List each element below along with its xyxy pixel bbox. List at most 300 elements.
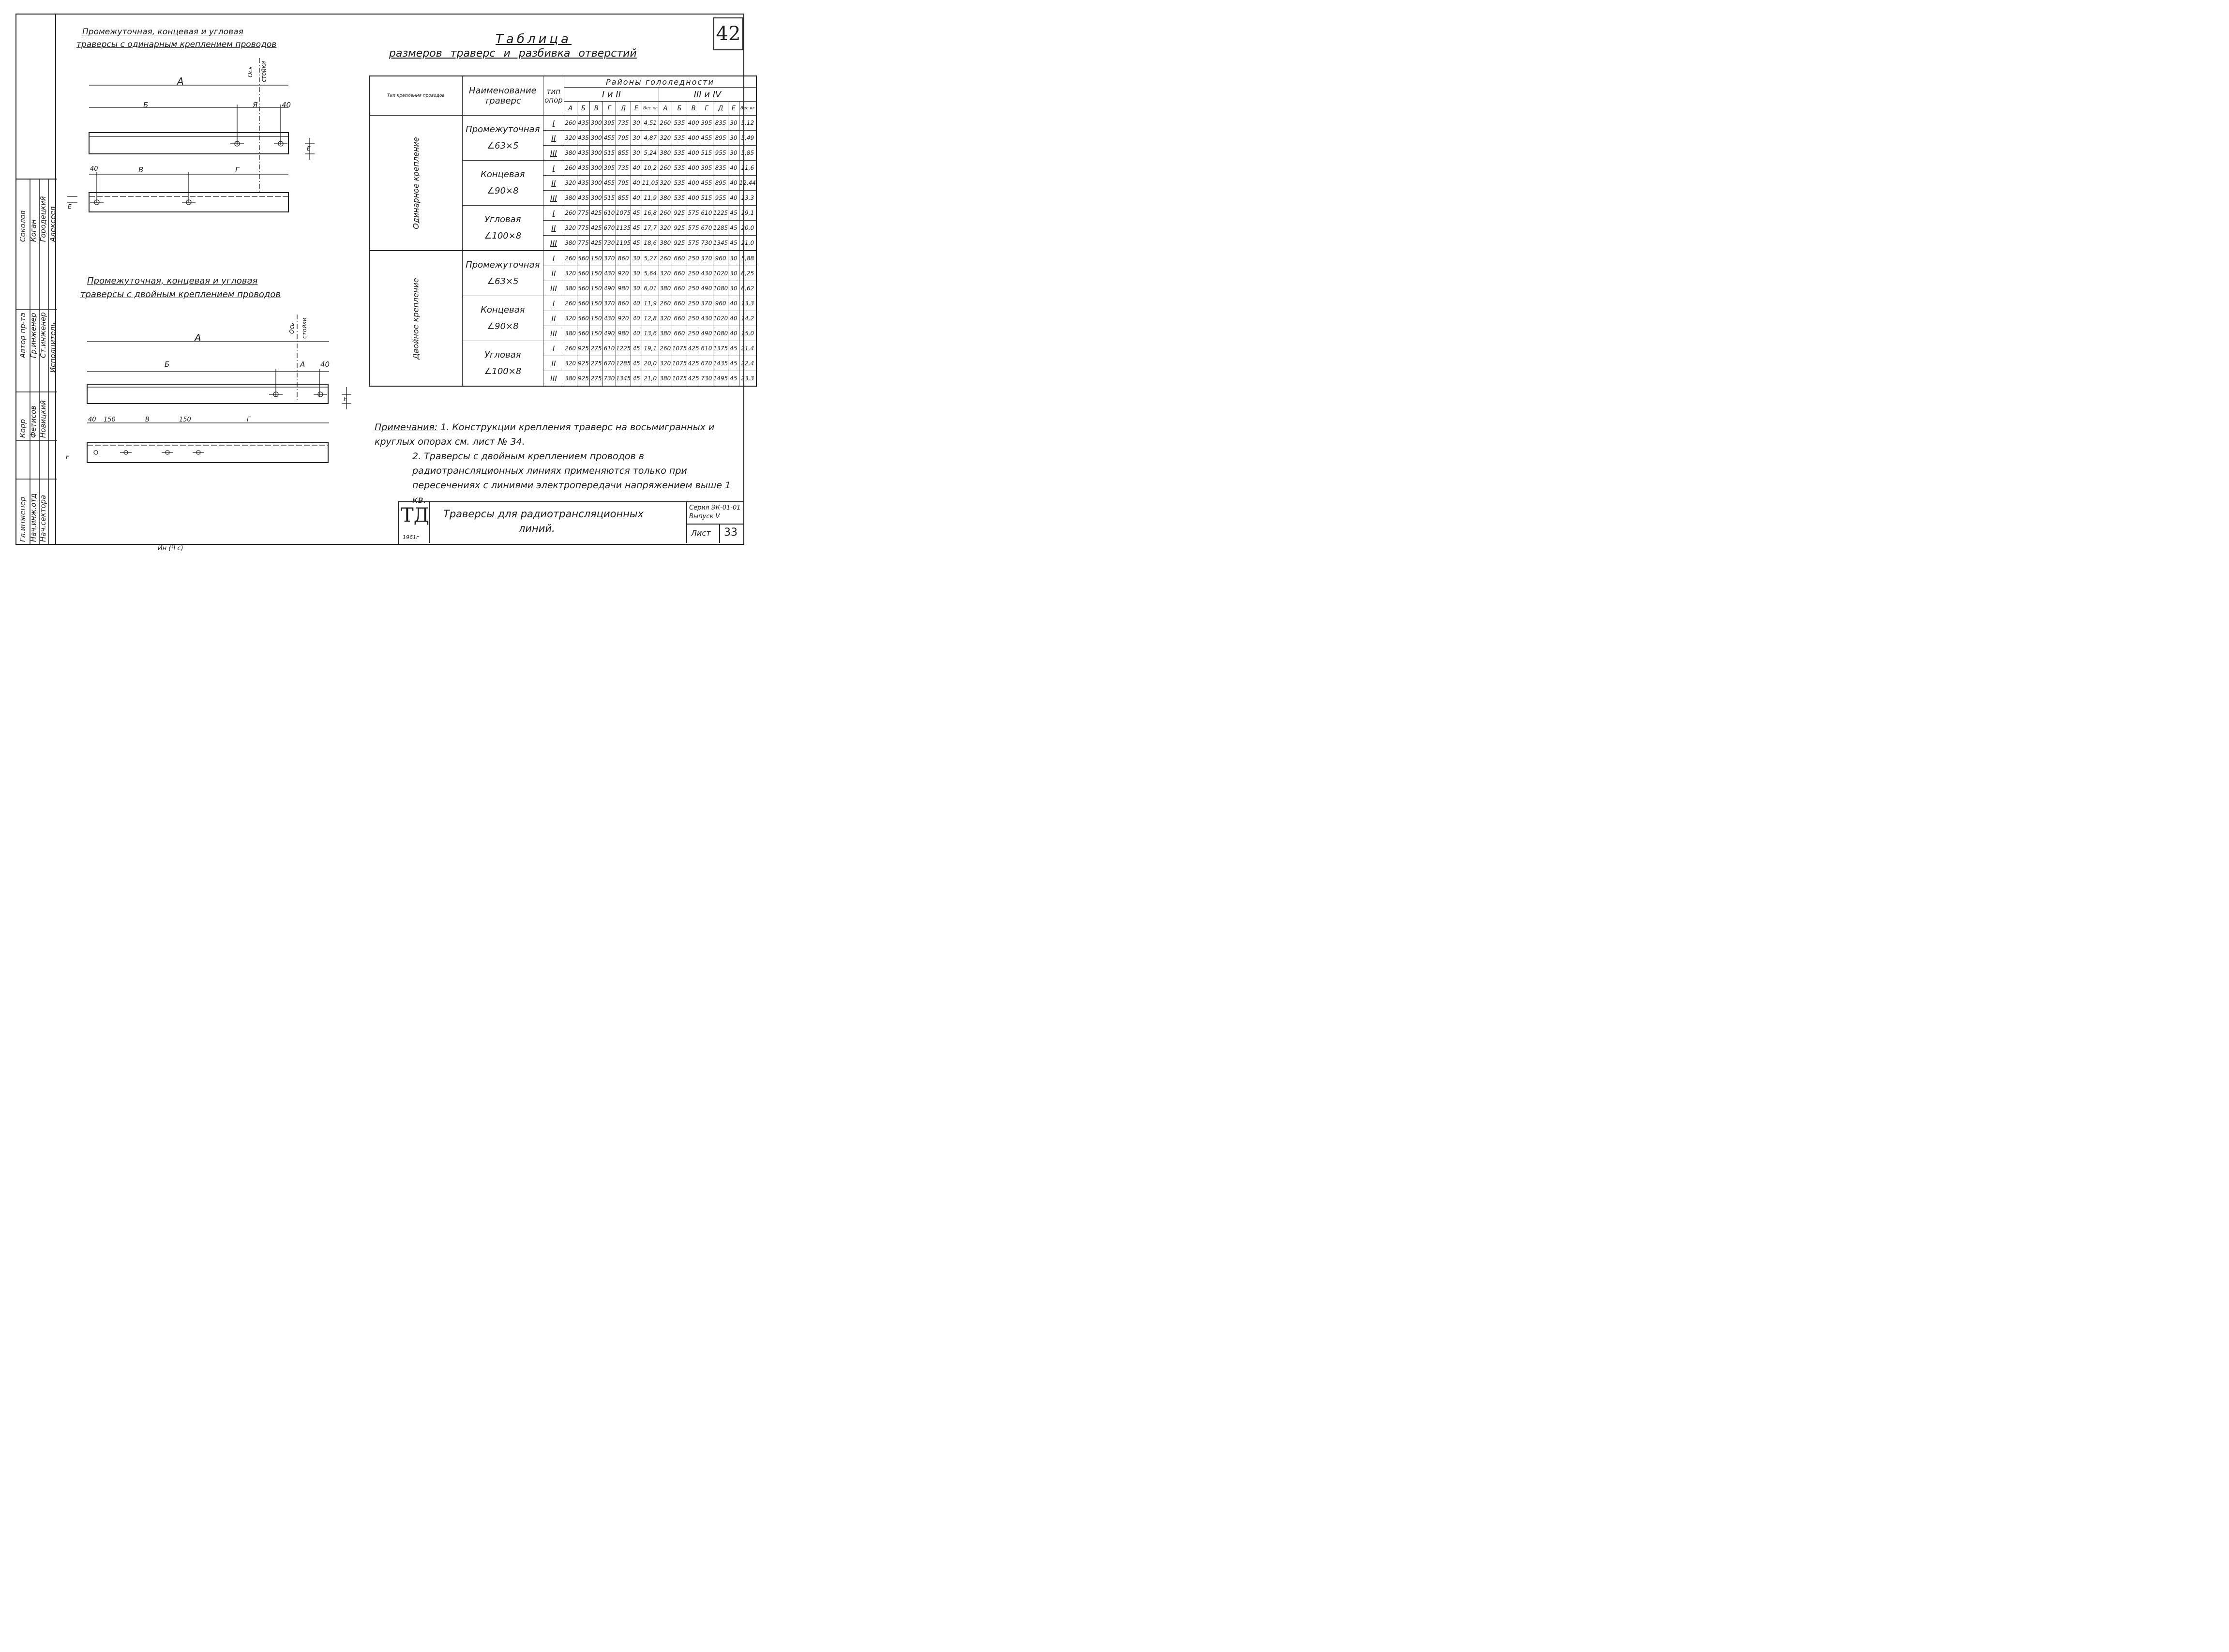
value-cell: 925: [577, 341, 590, 356]
section-label-text: Двойное крепление: [411, 277, 421, 360]
traverse-name: Концевая: [481, 305, 525, 315]
value-cell: 260: [659, 296, 672, 311]
value-cell: 610: [700, 341, 713, 356]
support-type-cell: I: [543, 161, 564, 176]
stamp-position-3: Ст.инженер: [39, 312, 47, 358]
value-cell: 1195: [616, 236, 631, 251]
value-cell: 425: [590, 221, 603, 236]
value-cell: 12,44: [739, 176, 756, 191]
value-cell: 660: [672, 251, 687, 266]
value-cell: 1285: [616, 356, 631, 371]
value-cell: 380: [659, 326, 672, 341]
value-cell: 400: [687, 161, 700, 176]
drawing1-dim-E2: Е: [68, 203, 72, 210]
value-cell: 370: [700, 251, 713, 266]
value-cell: 11,6: [739, 161, 756, 176]
drawing1-dim-V: В: [138, 165, 144, 174]
traverse-profile: ∠100×8: [484, 366, 522, 376]
col-header: В: [687, 102, 700, 116]
value-cell: 260: [564, 116, 577, 131]
col-header: Е: [631, 102, 642, 116]
value-cell: 45: [728, 371, 739, 387]
value-cell: 21,0: [739, 236, 756, 251]
value-cell: 250: [687, 251, 700, 266]
stamp-role-3: Нач.сектора: [39, 495, 47, 542]
value-cell: 250: [687, 296, 700, 311]
drawing1-dim-A: А: [177, 75, 184, 87]
table-row: [369, 251, 756, 266]
value-cell: 380: [659, 191, 672, 206]
value-cell: 1075: [672, 371, 687, 387]
value-cell: 14,2: [739, 311, 756, 326]
value-cell: 455: [700, 176, 713, 191]
value-cell: 6,25: [739, 266, 756, 281]
issue: Выпуск V: [689, 513, 720, 520]
value-cell: 925: [672, 221, 687, 236]
sheet-label: Лист: [691, 528, 711, 538]
value-cell: 895: [713, 176, 728, 191]
value-cell: 370: [603, 296, 616, 311]
value-cell: 260: [564, 161, 577, 176]
traverse-dimensions-table: [369, 75, 757, 387]
stamp-name-right-1: Соколов: [18, 210, 27, 242]
value-cell: 30: [728, 251, 739, 266]
stamp-role-2: Нач.инж.отд: [29, 493, 38, 542]
value-cell: 250: [687, 266, 700, 281]
value-cell: 1435: [713, 356, 728, 371]
drawing2-dim-40: 40: [320, 360, 330, 369]
value-cell: 30: [631, 146, 642, 161]
value-cell: 380: [564, 281, 577, 296]
support-type-cell: II: [543, 176, 564, 191]
value-cell: 320: [564, 131, 577, 146]
value-cell: 320: [659, 266, 672, 281]
value-cell: 260: [659, 116, 672, 131]
value-cell: 435: [577, 116, 590, 131]
drawing1-dim-40: 40: [282, 101, 291, 109]
support-type-cell: I: [543, 116, 564, 131]
value-cell: 260: [659, 251, 672, 266]
bottom-note: Ин (Ч с): [158, 545, 183, 552]
value-cell: 1020: [713, 311, 728, 326]
value-cell: 380: [564, 371, 577, 387]
value-cell: 300: [590, 176, 603, 191]
stamp-name-left-1: Корр: [18, 419, 27, 438]
value-cell: 45: [631, 371, 642, 387]
support-type-cell: II: [543, 311, 564, 326]
value-cell: 1225: [616, 341, 631, 356]
value-cell: 425: [687, 371, 700, 387]
value-cell: 380: [564, 146, 577, 161]
value-cell: 40: [728, 161, 739, 176]
value-cell: 320: [659, 176, 672, 191]
traverse-profile: ∠100×8: [484, 231, 522, 241]
value-cell: 430: [603, 311, 616, 326]
value-cell: 20,0: [642, 356, 659, 371]
value-cell: 1075: [672, 341, 687, 356]
value-cell: 955: [713, 146, 728, 161]
value-cell: 430: [700, 266, 713, 281]
value-cell: 730: [700, 236, 713, 251]
value-cell: 610: [700, 206, 713, 221]
support-type-cell: II: [543, 356, 564, 371]
value-cell: 40: [728, 176, 739, 191]
section-label: [369, 251, 462, 386]
value-cell: 300: [590, 131, 603, 146]
col-header: Д: [713, 102, 728, 116]
value-cell: 835: [713, 116, 728, 131]
stamp-position-2: Гр.инженер: [29, 313, 38, 358]
value-cell: 275: [590, 341, 603, 356]
value-cell: 30: [631, 116, 642, 131]
value-cell: 380: [659, 371, 672, 387]
value-cell: 45: [728, 341, 739, 356]
traverse-name: Угловая: [484, 350, 521, 360]
drawing2-dim-E2: Е: [66, 454, 70, 461]
value-cell: 300: [590, 116, 603, 131]
stamp-name-left-2: Фетисов: [29, 405, 38, 438]
value-cell: 425: [590, 236, 603, 251]
value-cell: 45: [728, 236, 739, 251]
value-cell: 380: [564, 236, 577, 251]
value-cell: 320: [564, 311, 577, 326]
col-header: Вес кг: [739, 102, 756, 116]
support-type-cell: III: [543, 326, 564, 341]
value-cell: 980: [616, 326, 631, 341]
traverse-name-cell: [462, 161, 543, 206]
value-cell: 5,12: [739, 116, 756, 131]
value-cell: 320: [564, 266, 577, 281]
value-cell: 40: [631, 326, 642, 341]
value-cell: 19,1: [642, 341, 659, 356]
title-block-series-cell: [686, 502, 743, 543]
col-header: Г: [603, 102, 616, 116]
drawing1-title-line1: Промежуточная, концевая и угловая: [82, 27, 243, 37]
value-cell: 400: [687, 191, 700, 206]
stamp-name-left-3: Новицкий: [39, 400, 47, 438]
value-cell: 660: [672, 296, 687, 311]
value-cell: 1020: [713, 266, 728, 281]
value-cell: 380: [659, 146, 672, 161]
value-cell: 560: [577, 296, 590, 311]
value-cell: 320: [659, 131, 672, 146]
col-header: Д: [616, 102, 631, 116]
drawing2-dim-150b: 150: [179, 416, 191, 423]
value-cell: 575: [687, 221, 700, 236]
value-cell: 560: [577, 326, 590, 341]
value-cell: 23,3: [739, 371, 756, 387]
value-cell: 15,0: [739, 326, 756, 341]
title-block: [398, 501, 744, 545]
value-cell: 40: [631, 161, 642, 176]
value-cell: 30: [631, 251, 642, 266]
value-cell: 490: [700, 326, 713, 341]
col-header: Е: [728, 102, 739, 116]
value-cell: 515: [603, 191, 616, 206]
value-cell: 320: [659, 221, 672, 236]
value-cell: 40: [728, 311, 739, 326]
value-cell: 1345: [713, 236, 728, 251]
value-cell: 435: [577, 131, 590, 146]
value-cell: 490: [603, 281, 616, 296]
drawing1-dim-G: Г: [235, 165, 240, 174]
value-cell: 21,0: [642, 371, 659, 387]
value-cell: 535: [672, 176, 687, 191]
value-cell: 6,01: [642, 281, 659, 296]
value-cell: 430: [700, 311, 713, 326]
value-cell: 10,2: [642, 161, 659, 176]
value-cell: 860: [616, 251, 631, 266]
value-cell: 150: [590, 326, 603, 341]
value-cell: 11,9: [642, 296, 659, 311]
value-cell: 490: [700, 281, 713, 296]
value-cell: 1495: [713, 371, 728, 387]
value-cell: 1135: [616, 221, 631, 236]
value-cell: 45: [728, 221, 739, 236]
value-cell: 150: [590, 251, 603, 266]
value-cell: 535: [672, 116, 687, 131]
support-type-cell: III: [543, 371, 564, 387]
value-cell: 425: [590, 206, 603, 221]
value-cell: 560: [577, 266, 590, 281]
value-cell: 925: [672, 206, 687, 221]
value-cell: 20,0: [739, 221, 756, 236]
section-label: [369, 116, 462, 251]
traverse-profile: ∠90×8: [487, 186, 519, 196]
traverse-name: Промежуточная: [466, 124, 540, 135]
value-cell: 30: [728, 131, 739, 146]
drawing1-axis-label-2: стойки: [260, 61, 267, 82]
traverse-name-cell: [462, 296, 543, 341]
drawing2-dim-40b: 40: [88, 416, 96, 423]
drawing1-title-line2: траверсы с одинарным креплением проводов: [76, 40, 277, 49]
header-support-type: тип опор: [543, 76, 564, 116]
value-cell: 380: [659, 236, 672, 251]
value-cell: 300: [590, 161, 603, 176]
value-cell: 300: [590, 191, 603, 206]
value-cell: 735: [616, 161, 631, 176]
value-cell: 455: [603, 176, 616, 191]
value-cell: 920: [616, 311, 631, 326]
value-cell: 11,9: [642, 191, 659, 206]
value-cell: 730: [603, 236, 616, 251]
value-cell: 435: [577, 191, 590, 206]
value-cell: 45: [631, 206, 642, 221]
drawing2-dim-B: Б: [165, 360, 170, 369]
support-type-cell: II: [543, 266, 564, 281]
value-cell: 670: [700, 356, 713, 371]
traverse-name: Концевая: [481, 169, 525, 180]
value-cell: 670: [603, 356, 616, 371]
support-type-cell: III: [543, 146, 564, 161]
value-cell: 19,1: [739, 206, 756, 221]
traverse-profile: ∠63×5: [487, 141, 519, 151]
value-cell: 320: [659, 311, 672, 326]
value-cell: 775: [577, 221, 590, 236]
notes-heading: Примечания:: [375, 422, 438, 433]
value-cell: 400: [687, 176, 700, 191]
value-cell: 660: [672, 281, 687, 296]
value-cell: 980: [616, 281, 631, 296]
value-cell: 1225: [713, 206, 728, 221]
value-cell: 775: [577, 206, 590, 221]
value-cell: 5,88: [739, 251, 756, 266]
drawing2-dim-150a: 150: [104, 416, 116, 423]
value-cell: 575: [687, 236, 700, 251]
section-label-text: Одинарное крепление: [411, 136, 421, 229]
header-name: Наименование траверс: [462, 76, 543, 116]
value-cell: 455: [700, 131, 713, 146]
col-header: В: [590, 102, 603, 116]
drawing2-dim-G: Г: [247, 416, 251, 423]
value-cell: 30: [728, 266, 739, 281]
value-cell: 5,64: [642, 266, 659, 281]
title-line2: линий.: [519, 523, 555, 534]
value-cell: 30: [728, 116, 739, 131]
value-cell: 435: [577, 161, 590, 176]
sheet-number: 42: [713, 17, 743, 50]
value-cell: 795: [616, 176, 631, 191]
support-type-cell: III: [543, 281, 564, 296]
value-cell: 490: [603, 326, 616, 341]
value-cell: 860: [616, 296, 631, 311]
table-row: [369, 116, 756, 131]
stamp-name-right-3: Городецкий: [39, 196, 47, 242]
note-1: 1. Конструкции крепления траверс на восьмигранных и круглых опорах см. лист № 34.: [375, 422, 715, 447]
value-cell: 30: [728, 146, 739, 161]
traverse-name-cell: [462, 341, 543, 387]
value-cell: 1285: [713, 221, 728, 236]
value-cell: 16,8: [642, 206, 659, 221]
value-cell: 730: [603, 371, 616, 387]
value-cell: 535: [672, 161, 687, 176]
value-cell: 250: [687, 326, 700, 341]
traverse-profile: ∠90×8: [487, 321, 519, 331]
value-cell: 12,8: [642, 311, 659, 326]
value-cell: 380: [659, 281, 672, 296]
value-cell: 670: [700, 221, 713, 236]
traverse-profile: ∠63×5: [487, 276, 519, 286]
col-header: А: [659, 102, 672, 116]
value-cell: 1080: [713, 281, 728, 296]
drawing1-dim-40b: 40: [90, 165, 98, 173]
value-cell: 11,05: [642, 176, 659, 191]
value-cell: 21,4: [739, 341, 756, 356]
value-cell: 730: [700, 371, 713, 387]
value-cell: 925: [577, 371, 590, 387]
value-cell: 260: [564, 296, 577, 311]
value-cell: 40: [631, 191, 642, 206]
value-cell: 320: [659, 356, 672, 371]
support-type-cell: I: [543, 251, 564, 266]
value-cell: 610: [603, 206, 616, 221]
value-cell: 6,62: [739, 281, 756, 296]
sheet-divider: [719, 524, 720, 543]
value-cell: 515: [700, 191, 713, 206]
value-cell: 795: [616, 131, 631, 146]
stamp-position-4: Исполнитель: [48, 322, 57, 373]
header-regions: Районы гололедности: [564, 76, 756, 88]
value-cell: 13,3: [739, 191, 756, 206]
value-cell: 610: [603, 341, 616, 356]
value-cell: 40: [631, 176, 642, 191]
value-cell: 150: [590, 296, 603, 311]
value-cell: 925: [672, 236, 687, 251]
value-cell: 425: [687, 341, 700, 356]
value-cell: 920: [616, 266, 631, 281]
sheet-value: 33: [724, 526, 738, 539]
value-cell: 535: [672, 191, 687, 206]
header-group2: III и IV: [659, 88, 756, 102]
drawing2-dim-A: А: [195, 332, 201, 344]
value-cell: 660: [672, 311, 687, 326]
drawing1-dim-E: Е: [307, 145, 311, 152]
traverse-name: Угловая: [484, 214, 521, 225]
value-cell: 855: [616, 146, 631, 161]
value-cell: 13,3: [739, 296, 756, 311]
value-cell: 40: [728, 326, 739, 341]
value-cell: 45: [631, 341, 642, 356]
value-cell: 320: [564, 356, 577, 371]
stamp-role-1: Гл.инженер: [18, 496, 27, 542]
value-cell: 250: [687, 311, 700, 326]
value-cell: 435: [577, 176, 590, 191]
drawing2-dim-A2: А: [300, 360, 305, 369]
logo: ТД: [401, 504, 430, 526]
value-cell: 30: [631, 131, 642, 146]
value-cell: 400: [687, 116, 700, 131]
col-header: Вес кг: [642, 102, 659, 116]
value-cell: 660: [672, 326, 687, 341]
value-cell: 30: [631, 281, 642, 296]
value-cell: 575: [687, 206, 700, 221]
header-group1: I и II: [564, 88, 659, 102]
value-cell: 260: [564, 251, 577, 266]
drawing2-title-line2: траверсы с двойным креплением проводов: [80, 289, 281, 300]
value-cell: 18,6: [642, 236, 659, 251]
value-cell: 22,4: [739, 356, 756, 371]
value-cell: 435: [577, 146, 590, 161]
value-cell: 455: [603, 131, 616, 146]
note-2: 2. Траверсы с двойным креплением проводов в радиотрансляционных линиях применяются только при пересечениях с линиями электропередачи напряжением выше 1 кв.: [412, 451, 731, 505]
value-cell: 260: [659, 341, 672, 356]
value-cell: 1375: [713, 341, 728, 356]
drawing2-dim-E: Е: [344, 396, 347, 403]
value-cell: 1345: [616, 371, 631, 387]
col-header: А: [564, 102, 577, 116]
drawing2-title-line1: Промежуточная, концевая и угловая: [87, 276, 258, 286]
value-cell: 535: [672, 131, 687, 146]
value-cell: 320: [564, 176, 577, 191]
value-cell: 5,27: [642, 251, 659, 266]
value-cell: 40: [728, 191, 739, 206]
title-line1: Траверсы для радиотрансляционных: [443, 508, 644, 520]
stamp-name-right-4: Алексеев: [48, 206, 57, 242]
value-cell: 45: [631, 236, 642, 251]
stamp-position-1: Автор пр-та: [18, 313, 27, 358]
traverse-name-cell: [462, 116, 543, 161]
value-cell: 30: [728, 281, 739, 296]
value-cell: 5,49: [739, 131, 756, 146]
value-cell: 515: [603, 146, 616, 161]
value-cell: 1075: [672, 356, 687, 371]
drawing1-axis-label-1: Ось: [247, 66, 254, 77]
value-cell: 775: [577, 236, 590, 251]
value-cell: 535: [672, 146, 687, 161]
value-cell: 395: [603, 161, 616, 176]
value-cell: 370: [603, 251, 616, 266]
title-block-logo-cell: [399, 502, 430, 543]
